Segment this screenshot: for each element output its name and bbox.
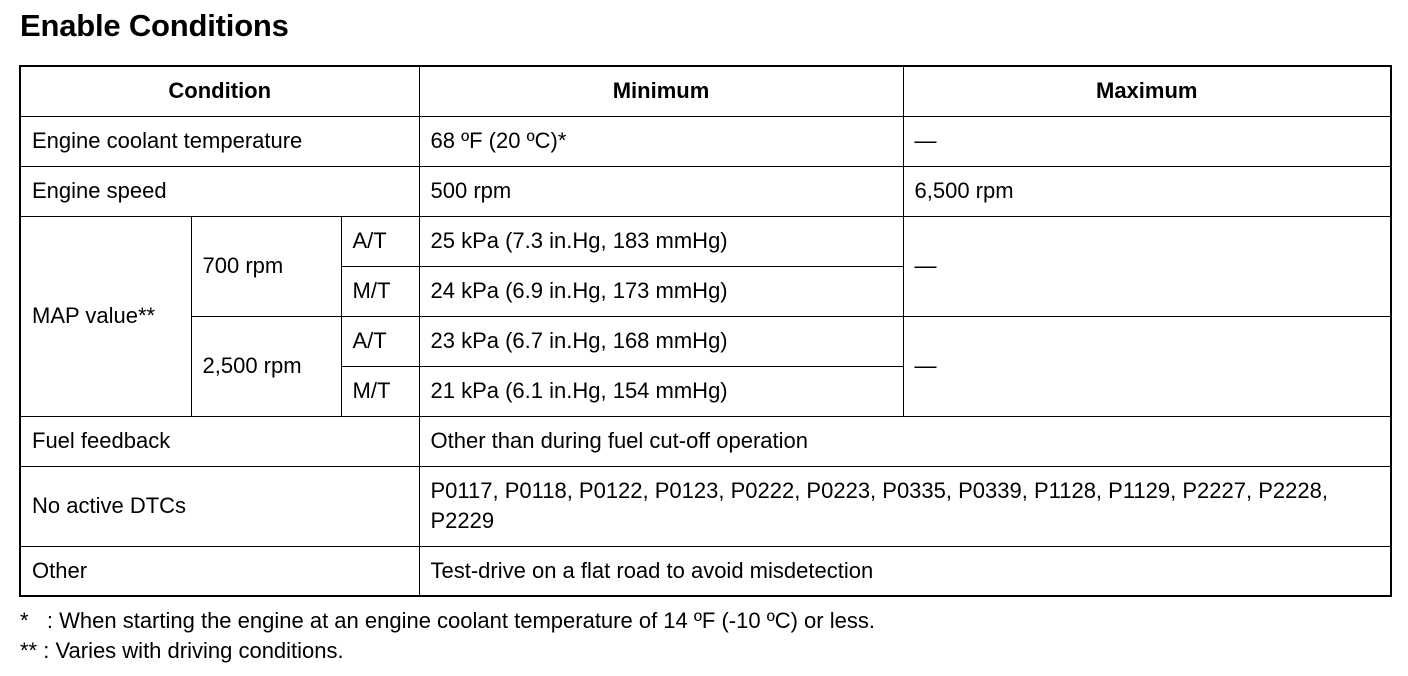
coolant-label: Engine coolant temperature	[20, 116, 419, 166]
footnote-single-asterisk: * : When starting the engine at an engine coolant temperature of 14 ºF (-10 ºC) or less.	[20, 608, 875, 633]
footnotes	[20, 606, 875, 666]
map-2500-at-trans: A/T	[341, 316, 419, 366]
map-700-mt-trans: M/T	[341, 266, 419, 316]
page-title: Enable Conditions	[20, 8, 289, 43]
fuel-value: Other than during fuel cut-off operation	[419, 416, 1391, 466]
header-row	[20, 66, 1391, 116]
fuel-label: Fuel feedback	[20, 416, 419, 466]
map-700-at-min: 25 kPa (7.3 in.Hg, 183 mmHg)	[419, 216, 903, 266]
other-value: Test-drive on a flat road to avoid misdetection	[419, 546, 1391, 596]
map-700-max: —	[903, 216, 1391, 316]
dtc-value: P0117, P0118, P0122, P0123, P0222, P0223, P0335, P0339, P1128, P1129, P2227, P2228, P2229	[419, 466, 1391, 546]
map-2500-mt-trans: M/T	[341, 366, 419, 416]
enable-conditions-table	[19, 65, 1392, 597]
map-2500-at-min: 23 kPa (6.7 in.Hg, 168 mmHg)	[419, 316, 903, 366]
map-label: MAP value**	[20, 216, 191, 416]
table-row	[20, 166, 1391, 216]
table-row	[20, 216, 1391, 266]
speed-max: 6,500 rpm	[903, 166, 1391, 216]
table-row	[20, 546, 1391, 596]
map-2500-label: 2,500 rpm	[191, 316, 341, 416]
table-row	[20, 316, 1391, 366]
map-700-label: 700 rpm	[191, 216, 341, 316]
table-row	[20, 116, 1391, 166]
map-2500-max: —	[903, 316, 1391, 416]
table-row	[20, 416, 1391, 466]
other-label: Other	[20, 546, 419, 596]
table-row	[20, 466, 1391, 546]
speed-label: Engine speed	[20, 166, 419, 216]
coolant-max: —	[903, 116, 1391, 166]
speed-min: 500 rpm	[419, 166, 903, 216]
footnote-double-asterisk: ** : Varies with driving conditions.	[20, 638, 344, 663]
coolant-min: 68 ºF (20 ºC)*	[419, 116, 903, 166]
header-condition: Condition	[20, 66, 419, 116]
map-2500-mt-min: 21 kPa (6.1 in.Hg, 154 mmHg)	[419, 366, 903, 416]
map-700-at-trans: A/T	[341, 216, 419, 266]
header-maximum: Maximum	[903, 66, 1391, 116]
dtc-label: No active DTCs	[20, 466, 419, 546]
header-minimum: Minimum	[419, 66, 903, 116]
map-700-mt-min: 24 kPa (6.9 in.Hg, 173 mmHg)	[419, 266, 903, 316]
